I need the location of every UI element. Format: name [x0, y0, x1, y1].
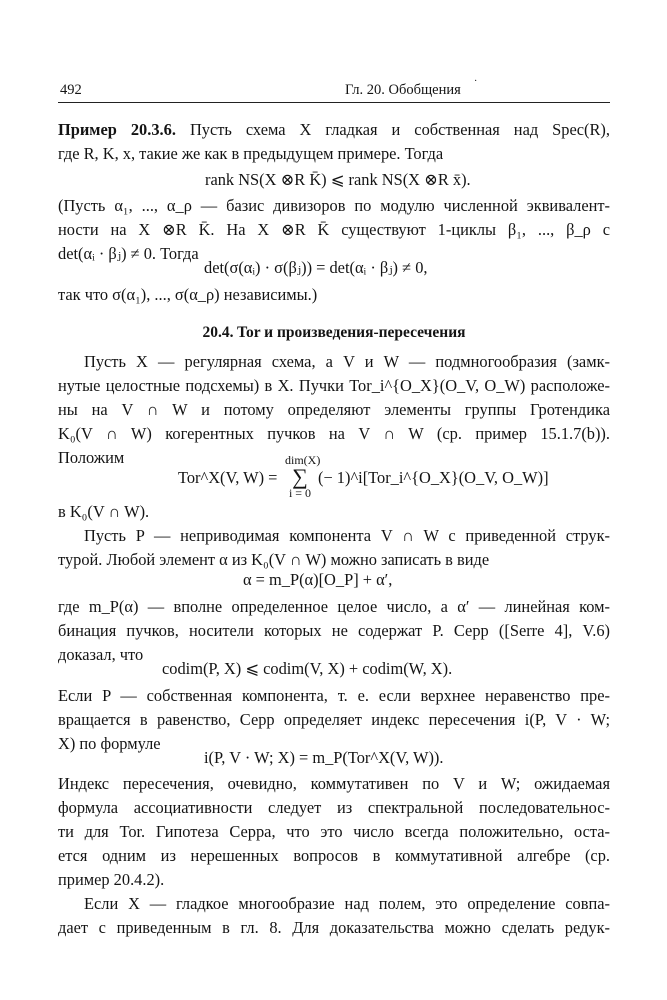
paragraph-3-line-3: X) по формуле: [58, 734, 161, 753]
formula-alpha: α = m_P(α)[O_P] + α′,: [243, 570, 393, 589]
formula-codim: codim(P, X) ⩽ codim(V, X) + codim(W, X).: [162, 659, 453, 678]
example-line-5: det(αᵢ · βⱼ) ≠ 0. Тогда: [58, 244, 199, 263]
paragraph-2-line-4: бинация пучков, носители которых не содержат P. Серр ([Serre 4], V.6): [58, 621, 610, 640]
paragraph-2-line-1: Пусть P — неприводимая компонента V ∩ W с приведенной струк-: [84, 526, 610, 545]
sum-upper-limit: dim(X): [285, 453, 321, 467]
paragraph-2-line-3: где m_P(α) — вполне определенное целое число, а α′ — линейная ком-: [58, 597, 610, 616]
formula-det: det(σ(αᵢ) · σ(βⱼ)) = det(αᵢ · βⱼ) ≠ 0,: [204, 258, 428, 277]
paragraph-1-line-3: ны на V ∩ W и потому определяют элементы группы Гротендика: [58, 400, 610, 419]
formula-tor-lhs: Tor^X(V, W) =: [178, 468, 278, 487]
example-label: Пример 20.3.6.: [58, 120, 176, 139]
paragraph-2-line-5: доказал, что: [58, 645, 144, 664]
paragraph-2-line-2: турой. Любой элемент α из K₀(V ∩ W) можно записать в виде: [58, 550, 490, 569]
example-line-3: (Пусть α₁, ..., α_ρ — базис дивизоров по модулю численной эквивалент-: [58, 196, 610, 215]
example-line-6: так что σ(α₁), ..., σ(α_ρ) независимы.): [58, 285, 318, 304]
paragraph-5-line-1: Если X — гладкое многообразие над полем, это определение совпа-: [84, 894, 610, 913]
formula-rank: rank NS(X ⊗R K̄) ⩽ rank NS(X ⊗R x̄).: [205, 170, 471, 189]
paragraph-4-line-1: Индекс пересечения, очевидно, коммутативен по V и W; ожидаемая: [58, 774, 610, 793]
paragraph-1-line-6: в K₀(V ∩ W).: [58, 502, 150, 521]
example-line-2: где R, K, x, такие же как в предыдущем примере. Тогда: [58, 144, 444, 163]
paragraph-3-line-2: вращается в равенство, Серр определяет индекс пересечения i(P, V · W;: [58, 710, 610, 729]
paragraph-4-line-4: ется одним из нерешенных вопросов в коммутативной алгебре (ср.: [58, 846, 610, 865]
paragraph-4-line-5: пример 20.4.2).: [58, 870, 165, 889]
paragraph-1-line-1: Пусть X — регулярная схема, а V и W — подмногообразия (замк-: [84, 352, 610, 371]
paragraph-1-line-5: Положим: [58, 448, 125, 467]
example-line-1: Пример 20.3.6. Пусть схема X гладкая и собственная над Spec(R),: [58, 120, 610, 139]
paragraph-1-line-4: K₀(V ∩ W) когерентных пучков на V ∩ W (ср. пример 15.1.7(b)).: [58, 424, 610, 443]
sigma-symbol: ∑: [292, 464, 308, 489]
page-number: 492: [60, 82, 82, 98]
sum-lower-limit: i = 0: [288, 486, 312, 500]
formula-tor-rhs: (− 1)^i[Tor_i^{O_X}(O_V, O_W)]: [318, 468, 549, 487]
summation-operator: [285, 453, 321, 500]
chapter-title: Гл. 20. Обобщения: [345, 82, 461, 98]
paragraph-4-line-3: ти для Tor. Гипотеза Серра, что это число всегда положительно, оста-: [58, 822, 610, 841]
section-title: 20.4. Tor и произведения-пересечения: [202, 324, 466, 341]
paragraph-1-line-2: нутые целостные подсхемы) в X. Пучки Tor_i^{O_X}(O_V, O_W) расположе-: [58, 376, 610, 395]
example-line-4: ности на X ⊗R K̄. На X ⊗R K̄ существуют 1-циклы β₁, ..., β_ρ с: [58, 220, 610, 239]
running-header: [58, 76, 610, 103]
paragraph-3-line-1: Если P — собственная компонента, т. е. если верхнее неравенство пре-: [58, 686, 610, 705]
formula-intersection-index: i(P, V · W; X) = m_P(Tor^X(V, W)).: [204, 748, 444, 767]
paragraph-5-line-2: дает с приведенным в гл. 8. Для доказательства можно сделать редук-: [58, 918, 610, 937]
paragraph-4-line-2: формула ассоциативности следует из спектральной последовательнос-: [58, 798, 610, 817]
stray-mark: ·: [474, 76, 478, 87]
